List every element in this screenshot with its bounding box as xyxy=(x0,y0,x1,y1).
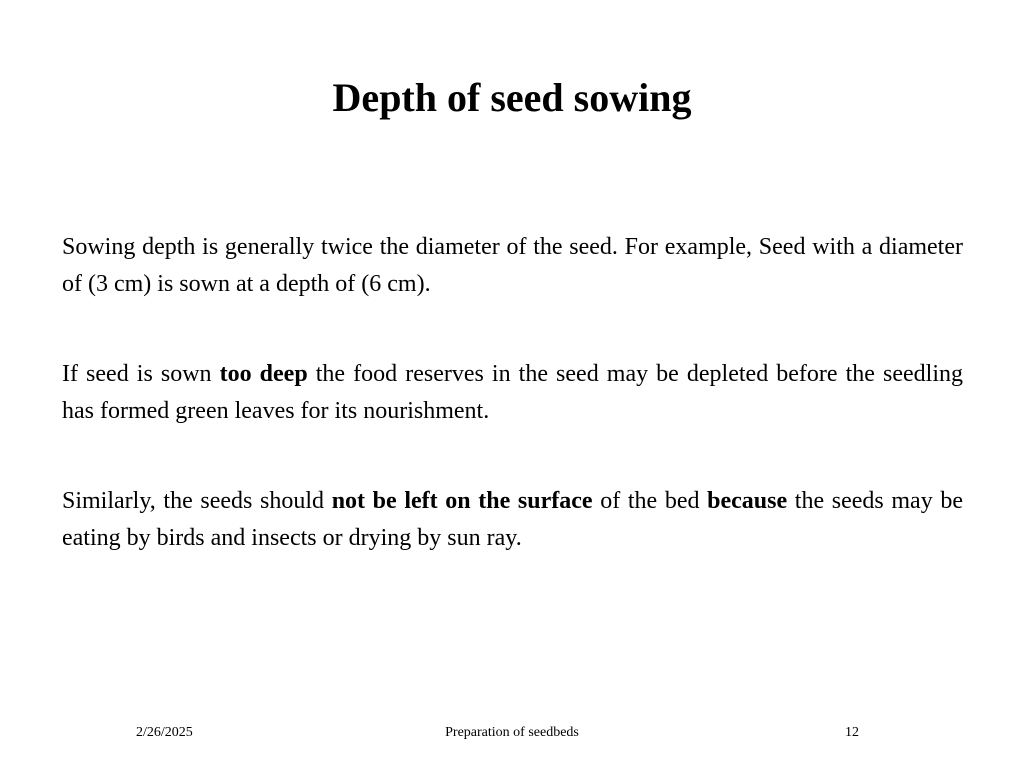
paragraph-too-deep xyxy=(62,356,963,430)
text-segment: Sowing depth is generally twice the diameter of the seed. For example, Seed with a diameter of (3 cm) is sown at a depth of (6 cm). xyxy=(62,234,963,297)
footer-date: 2/26/2025 xyxy=(136,725,193,740)
text-segment: If seed is sown xyxy=(62,361,220,387)
slide-body xyxy=(62,229,963,610)
text-segment: of the bed xyxy=(592,488,708,514)
footer-title: Preparation of seedbeds xyxy=(445,725,579,740)
text-segment: the food reserves in the seed may be depleted before the seedling has formed green leaves for its nourishment. xyxy=(62,361,964,424)
emphasis-too-deep: too deep xyxy=(219,361,308,387)
text-segment: the seeds may be eating by birds and insects or drying by sun ray. xyxy=(62,488,963,551)
paragraph-surface xyxy=(62,483,963,557)
page-number: 12 xyxy=(845,725,859,740)
emphasis-because: because xyxy=(707,488,788,514)
paragraph-sowing-depth xyxy=(62,229,963,303)
emphasis-not-on-surface: not be left on the surface xyxy=(331,488,593,514)
text-segment: Similarly, the seeds should xyxy=(62,488,332,514)
slide-title: Depth of seed sowing xyxy=(332,75,692,120)
